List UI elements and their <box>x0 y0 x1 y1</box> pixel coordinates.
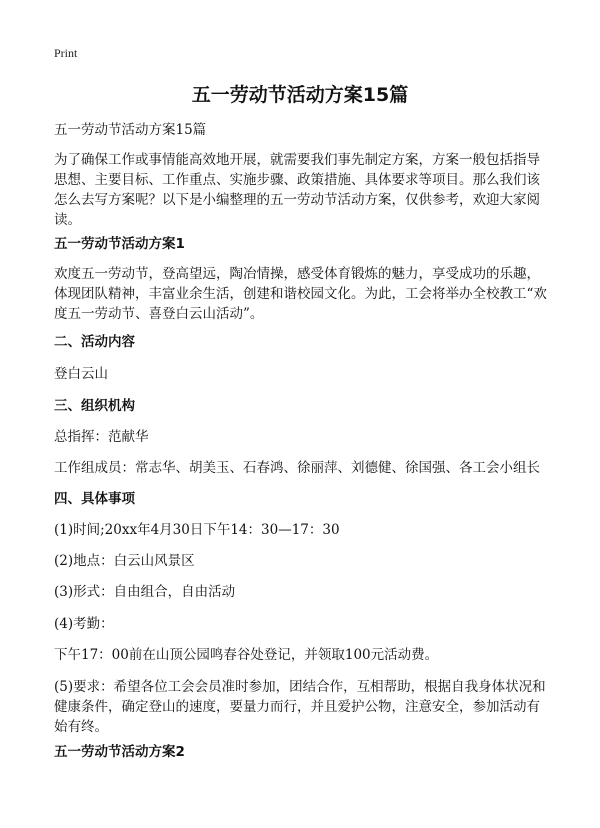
heading-organization: 三、组织机构 <box>54 398 135 414</box>
org-members-text: 工作组成员：常志华、胡美玉、石春鸿、徐丽萍、刘德健、徐国强、各工会小组长 <box>54 460 540 476</box>
heading-details: 四、具体事项 <box>54 491 135 507</box>
activity-content-text: 登白云山 <box>54 366 108 382</box>
section-2-heading: 五一劳动节活动方案2 <box>54 744 185 760</box>
document-title: 五一劳动节活动方案15篇 <box>191 84 409 106</box>
heading-activity-content: 二、活动内容 <box>54 334 135 350</box>
detail-attendance-info: 下午17：00前在山顶公园鸣春谷处登记，并领取100元活动费。 <box>54 647 439 663</box>
detail-form: (3)形式：自由组合，自由活动 <box>54 584 236 600</box>
detail-time: (1)时间;20xx年4月30日下午14：30—17：30 <box>54 522 340 538</box>
detail-attendance: (4)考勤： <box>54 616 114 632</box>
section-1-paragraph: 欢度五一劳动节，登高望远，陶冶情操，感受体育锻炼的魅力，享受成功的乐趣，体现团队精神，丰富业余生活，创建和谐校园文化。为此，工会将举办全校教工“欢度五一劳动节、喜登白云山活动”。 <box>54 266 547 322</box>
print-label: Print <box>54 46 78 60</box>
document-subtitle: 五一劳动节活动方案15篇 <box>54 122 207 138</box>
intro-paragraph: 为了确保工作或事情能高效地开展，就需要我们事先制定方案，方案一般包括指导思想、主要目标、工作重点、实施步骤、政策措施、具体要求等项目。那么我们该怎么去写方案呢？以下是小编整理的五一劳动节活动方案，仅供参考，欢迎大家阅读。 <box>54 152 540 228</box>
detail-place: (2)地点：白云山风景区 <box>54 553 195 569</box>
detail-requirements: (5)要求：希望各位工会会员准时参加，团结合作，互相帮助，根据自我身体状况和健康条件，确定登山的速度，要量力而行，并且爱护公物，注意安全，参加活动有始有终。 <box>54 679 546 735</box>
org-lead-text: 总指挥：范献华 <box>54 429 149 445</box>
section-1-heading: 五一劳动节活动方案1 <box>54 236 185 252</box>
